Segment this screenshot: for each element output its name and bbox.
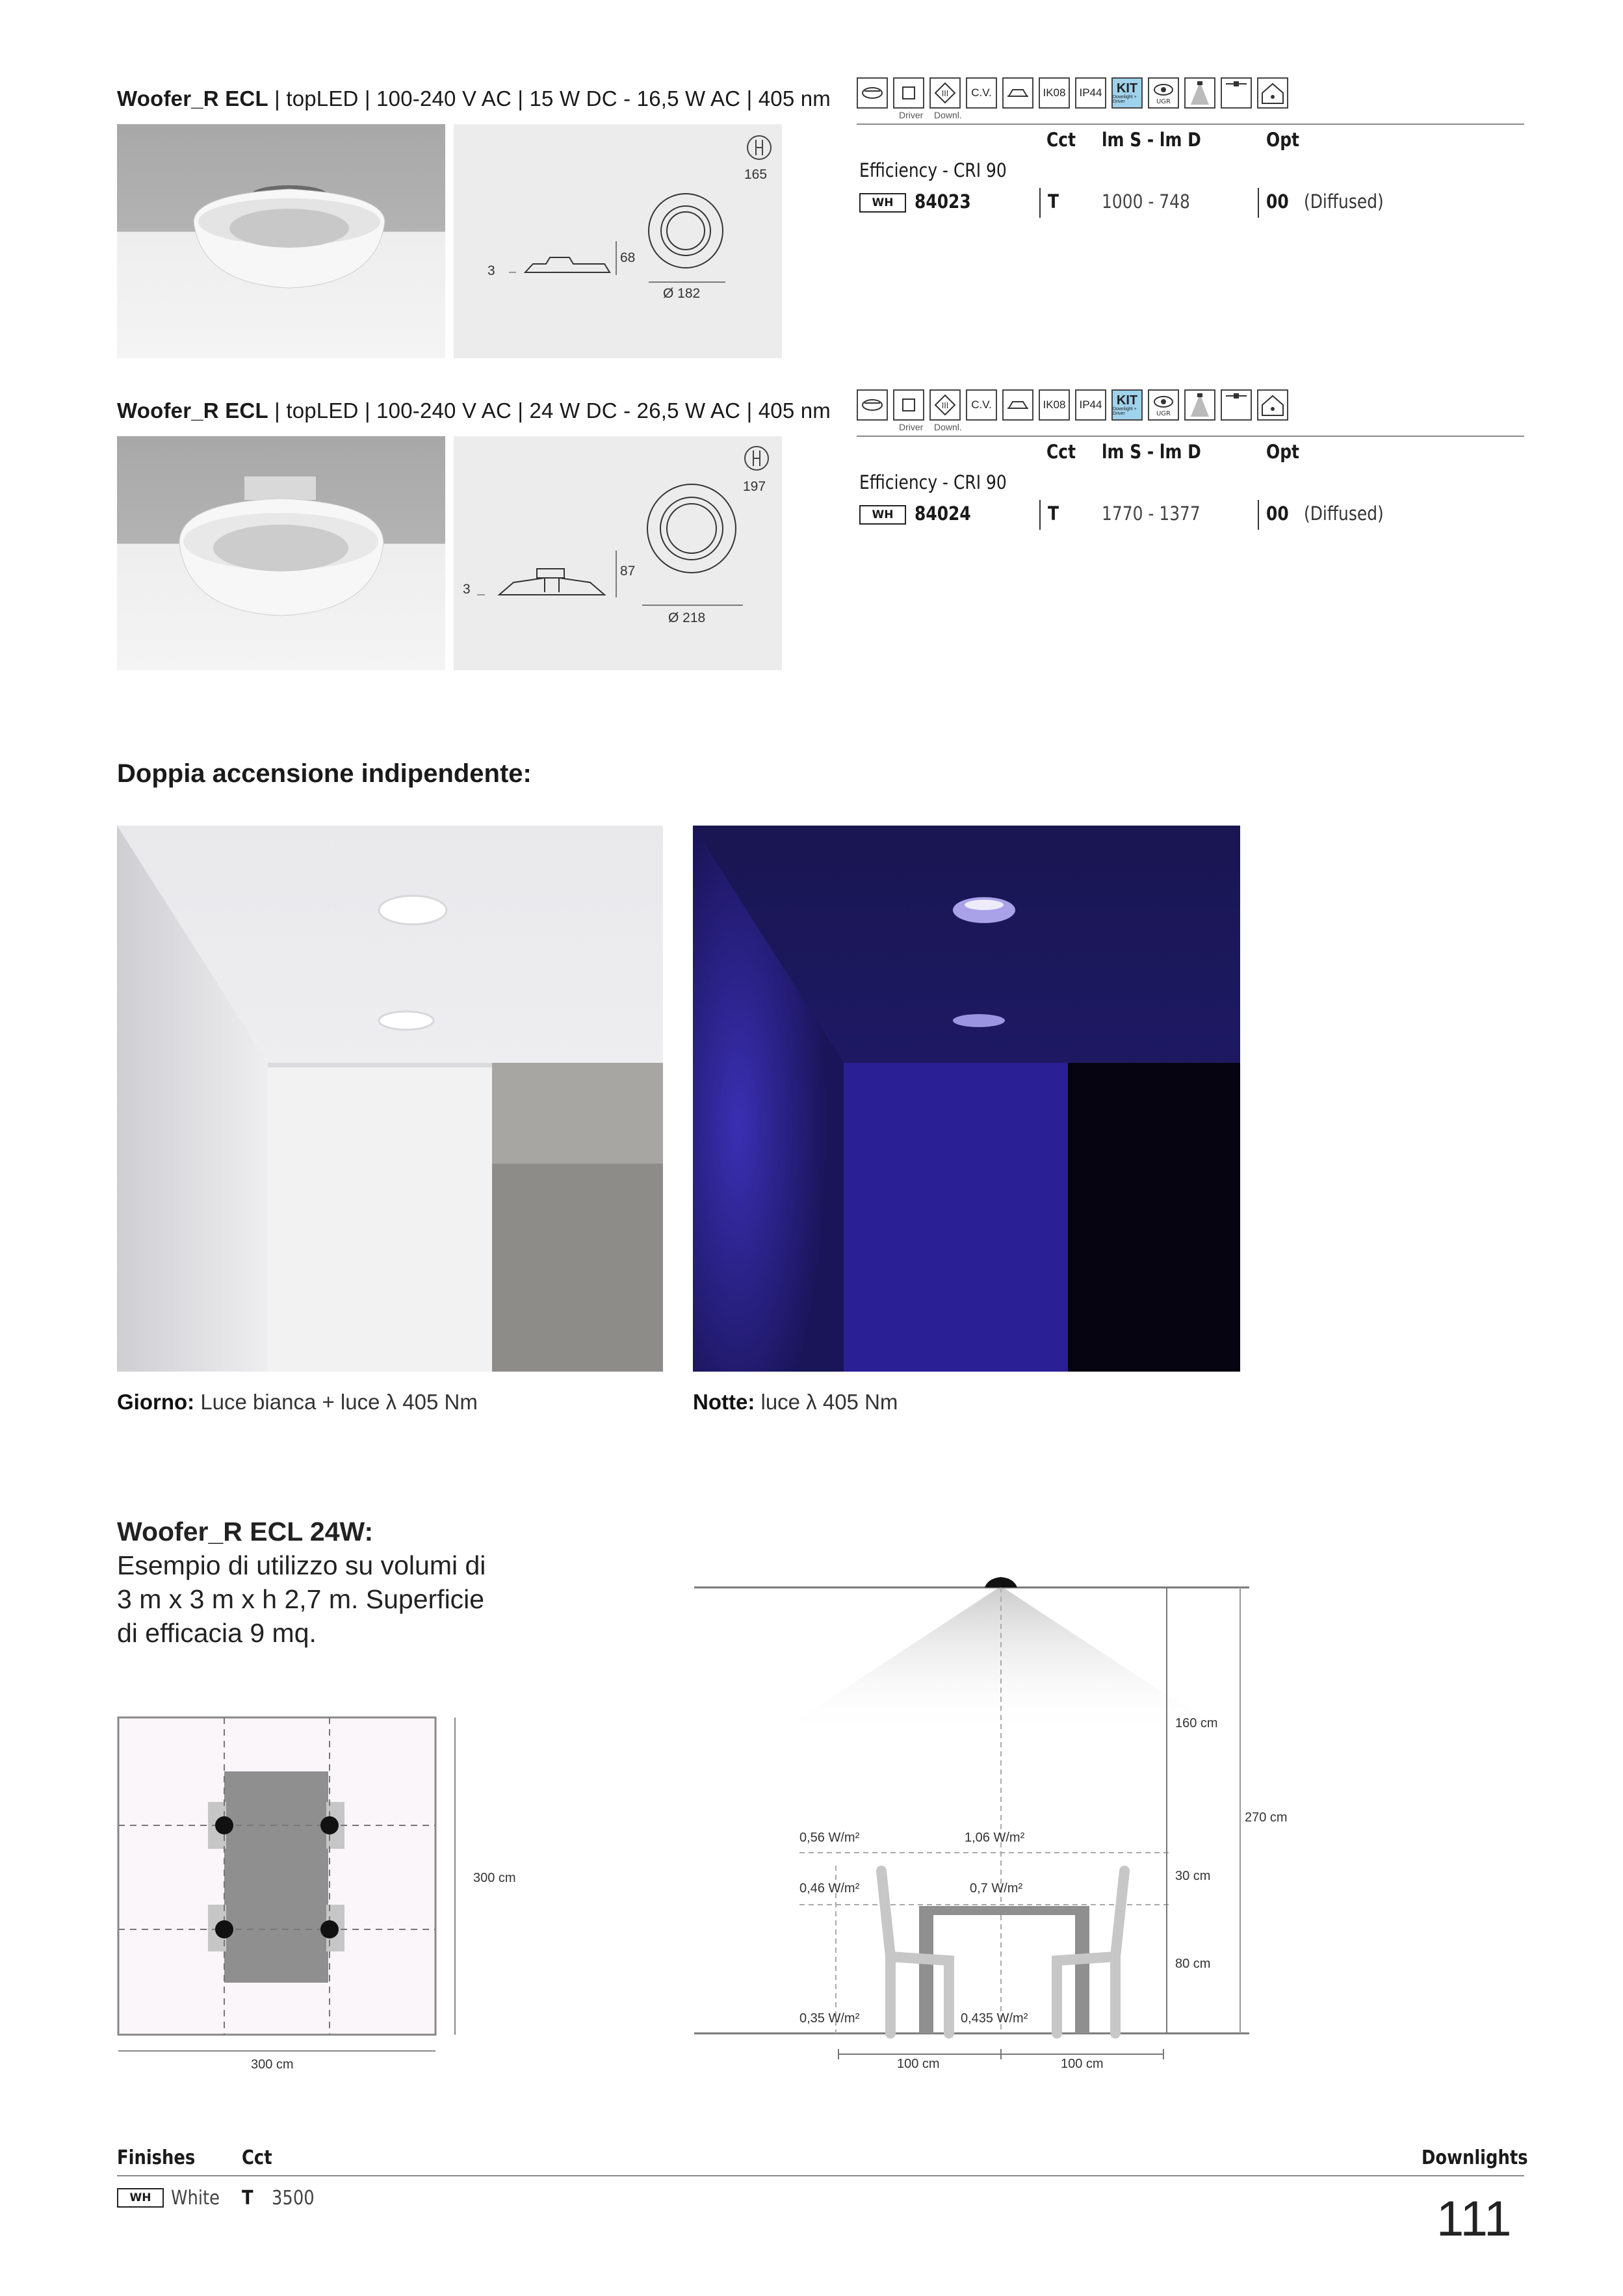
cct-code: T (1048, 502, 1059, 525)
cutout-value: 197 (743, 479, 766, 494)
beam-icon (1184, 77, 1215, 109)
night-photo (693, 826, 1240, 1372)
svg-text:UGR: UGR (1156, 98, 1171, 105)
irradiance-value: 0,7 W/m² (970, 1881, 1023, 1896)
beam-icon (1184, 389, 1215, 421)
footer-cct-header: Cct (242, 2146, 272, 2169)
product-1-photo (117, 124, 445, 358)
cutout-icon (745, 447, 768, 470)
kit-badge: KIT Downlight + Driver (1111, 77, 1143, 109)
floor-plan (117, 1716, 533, 2074)
footer-finish-code: WH (117, 2188, 164, 2208)
separator (1258, 188, 1259, 218)
offset-value: 3 (487, 263, 495, 278)
irradiance-value: 1,06 W/m² (965, 1831, 1025, 1845)
cutout-value: 165 (744, 167, 768, 182)
kit-badge: KIT Downlight + Driver (1111, 389, 1143, 421)
opt-label: (Diffused) (1304, 502, 1384, 525)
cv-badge: C.V. (966, 77, 997, 109)
track-icon (1221, 389, 1252, 421)
article-code: 84024 (915, 502, 971, 525)
cv-badge: C.V. (966, 389, 997, 421)
cct-code: T (1048, 190, 1059, 213)
efficiency-label: Efficiency - CRI 90 (859, 471, 1007, 493)
diameter-value: Ø 182 (663, 286, 701, 301)
height-80-label: 80 cm (1175, 1957, 1211, 1971)
header-opt: Opt (1266, 441, 1299, 463)
downl-caption: Downl. (934, 110, 962, 120)
ik-badge: IK08 (1039, 389, 1070, 421)
example-text: Woofer_R ECL 24W: Esempio di utilizzo su volumi di 3 m x 3 m x h 2,7 m. Superficie di efficacia 9 mq. (117, 1517, 486, 1648)
opt-code: 00 (1266, 502, 1289, 525)
height-value: 87 (620, 564, 636, 579)
day-caption: Giorno: Luce bianca + luce λ 405 Nm (117, 1390, 478, 1414)
svg-text:UGR: UGR (1156, 410, 1171, 417)
separator (1039, 188, 1041, 218)
opt-code: 00 (1266, 190, 1289, 213)
height-270-label: 270 cm (1245, 1810, 1288, 1825)
class-iii-icon (929, 389, 961, 421)
svg-text:III: III (941, 401, 949, 410)
diameter-value: Ø 218 (668, 610, 706, 625)
header-lumen: lm S - lm D (1102, 441, 1201, 463)
recessed-icon (857, 389, 888, 421)
product-2-photo (117, 436, 445, 670)
product-1-title: Woofer_R ECL | topLED | 100-240 V AC | 15 W DC - 16,5 W AC | 405 nm (117, 86, 831, 111)
width-1-label: 100 cm (897, 2057, 940, 2071)
lumen-value: 1770 - 1377 (1102, 502, 1201, 525)
ugr-icon (1148, 77, 1179, 109)
header-lumen: lm S - lm D (1102, 129, 1201, 151)
driver-icon (893, 77, 924, 109)
opt-label: (Diffused) (1304, 190, 1384, 213)
ik-badge: IK08 (1039, 77, 1070, 109)
offset-value: 3 (463, 582, 471, 597)
irradiance-value: 0,35 W/m² (799, 2011, 860, 2026)
finish-code: WH (859, 505, 906, 525)
svg-text:III: III (941, 89, 949, 98)
finish-code: WH (859, 193, 906, 213)
footer-finish-name: White (171, 2187, 220, 2210)
section-title: Doppia accensione indipendente: (117, 759, 532, 788)
icon-strip-1 (857, 77, 1288, 109)
ceiling-icon (1257, 77, 1288, 109)
section-view (689, 1573, 1313, 2080)
height-value: 68 (620, 250, 636, 265)
irradiance-value: 0,46 W/m² (799, 1881, 860, 1896)
height-160-label: 160 cm (1175, 1716, 1218, 1730)
track-icon (1221, 77, 1252, 109)
page-number: 111 (1436, 2191, 1512, 2247)
night-caption: Notte: luce λ 405 Nm (693, 1390, 898, 1414)
footer-cct-value: 3500 (272, 2187, 315, 2210)
plan-depth-label: 300 cm (473, 1871, 516, 1885)
footer-category: Downlights (1422, 2146, 1528, 2169)
footer-cct-code: T (242, 2187, 253, 2210)
product-2-drawing (454, 436, 782, 670)
downlight-icon (1002, 77, 1033, 109)
cutout-icon (747, 136, 771, 159)
downlight-icon (1002, 389, 1033, 421)
downl-caption: Downl. (934, 422, 962, 432)
separator (1039, 500, 1041, 530)
ip-badge: IP44 (1075, 77, 1106, 109)
driver-caption: Driver (899, 110, 924, 120)
separator (1258, 500, 1259, 530)
recessed-icon (857, 77, 888, 109)
irradiance-value: 0,435 W/m² (961, 2011, 1028, 2026)
irradiance-value: 0,56 W/m² (799, 1831, 860, 1845)
ip-badge: IP44 (1075, 389, 1106, 421)
driver-icon (893, 389, 924, 421)
product-1-drawing (454, 124, 782, 358)
height-30-label: 30 cm (1175, 1869, 1211, 1883)
efficiency-label: Efficiency - CRI 90 (859, 159, 1007, 181)
header-opt: Opt (1266, 129, 1299, 151)
divider (857, 124, 1524, 125)
lumen-value: 1000 - 748 (1102, 190, 1190, 213)
footer-divider (117, 2175, 1524, 2176)
header-cct: Cct (1046, 441, 1076, 463)
divider (857, 436, 1524, 437)
footer-finishes-header: Finishes (117, 2146, 196, 2169)
driver-caption: Driver (899, 422, 924, 432)
product-2-title: Woofer_R ECL | topLED | 100-240 V AC | 24 W DC - 26,5 W AC | 405 nm (117, 398, 831, 423)
day-photo (117, 826, 663, 1372)
icon-strip-2 (857, 389, 1288, 421)
ceiling-icon (1257, 389, 1288, 421)
width-2-label: 100 cm (1061, 2057, 1104, 2071)
header-cct: Cct (1046, 129, 1076, 151)
plan-width-label: 300 cm (251, 2057, 294, 2072)
ugr-icon (1148, 389, 1179, 421)
class-iii-icon (929, 77, 961, 109)
article-code: 84023 (915, 190, 971, 213)
